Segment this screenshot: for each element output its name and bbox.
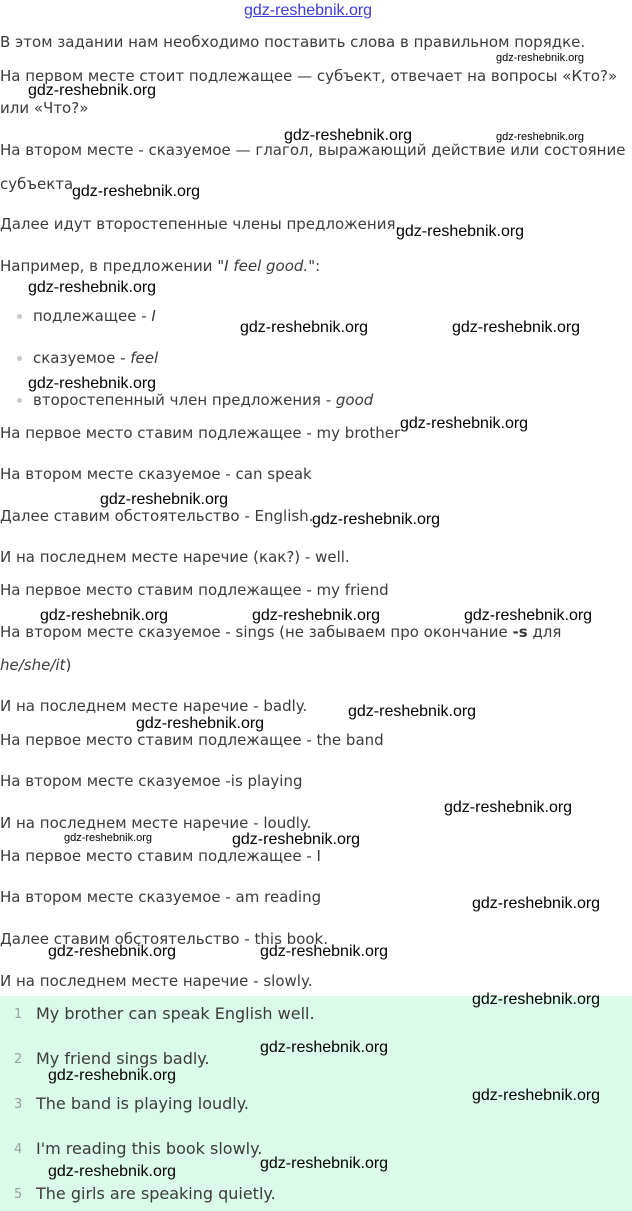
answer-sentence: I'm reading this book slowly. — [36, 1139, 263, 1158]
step-line: И на последнем месте наречие - slowly. — [0, 972, 313, 990]
watermark-text: gdz-reshebnik.org — [400, 415, 529, 432]
watermark-text: gdz-reshebnik.org — [464, 607, 593, 624]
bullet-item-predicate: сказуемое - feel — [33, 349, 159, 367]
step-line: На первое место ставим подлежащее - the band — [0, 731, 384, 749]
watermark-text: gdz-reshebnik.org — [240, 319, 369, 336]
watermark-text: gdz-reshebnik.org — [48, 1067, 177, 1084]
watermark-text: gdz-reshebnik.org — [48, 1163, 177, 1180]
answer-sentence: My friend sings badly. — [36, 1049, 210, 1068]
second-rule-line-1: На втором месте - сказуемое — глагол, выражающий действие или состояние — [0, 141, 626, 159]
answer-number: 4 — [14, 1142, 23, 1157]
watermark-text: gdz-reshebnik.org — [28, 279, 157, 296]
first-rule-line-1: На первом месте стоит подлежащее — субъект, отвечает на вопросы «Кто?» — [0, 67, 618, 85]
example-intro: Например, в предложении "I feel good.": — [0, 257, 321, 275]
site-header-link[interactable]: gdz-reshebnik.org — [244, 2, 373, 19]
watermark-text: gdz-reshebnik.org — [72, 183, 201, 200]
watermark-text: gdz-reshebnik.org — [472, 895, 601, 912]
answer-sentence: The band is playing loudly. — [36, 1094, 250, 1113]
bullet-dot — [17, 314, 22, 319]
step-line: На втором месте сказуемое -is playing — [0, 772, 303, 790]
answer-sentence: The girls are speaking quietly. — [36, 1184, 276, 1203]
watermark-text: gdz-reshebnik.org — [284, 127, 413, 144]
step-line: На втором месте сказуемое - am reading — [0, 888, 322, 906]
watermark-text: gdz-reshebnik.org — [312, 511, 441, 528]
answer-number: 2 — [14, 1052, 23, 1067]
watermark-text: gdz-reshebnik.org — [472, 991, 601, 1008]
step-line: Далее ставим обстоятельство - English. — [0, 507, 314, 525]
watermark-text: gdz-reshebnik.org — [252, 607, 381, 624]
watermark-text: gdz-reshebnik.org — [40, 607, 169, 624]
step-line: На первое место ставим подлежащее - I — [0, 847, 321, 865]
watermark-text: gdz-reshebnik.org — [396, 223, 525, 240]
step-line: На первое место ставим подлежащее - my friend — [0, 581, 389, 599]
watermark-text: gdz-reshebnik.org — [496, 52, 585, 64]
further-rule: Далее идут второстепенные члены предложения. — [0, 215, 401, 233]
bullet-item-subject: подлежащее - I — [33, 307, 156, 325]
watermark-text: gdz-reshebnik.org — [100, 491, 229, 508]
second-rule-line-2: субъекта — [0, 175, 74, 193]
bullet-dot — [17, 398, 22, 403]
step-line: И на последнем месте наречие - badly. — [0, 697, 308, 715]
answer-number: 5 — [14, 1187, 23, 1202]
step-line: На втором месте сказуемое - can speak — [0, 465, 312, 483]
watermark-text: gdz-reshebnik.org — [444, 799, 573, 816]
answer-sentence: My brother can speak English well. — [36, 1004, 315, 1023]
watermark-text: gdz-reshebnik.org — [260, 1155, 389, 1172]
watermark-text: gdz-reshebnik.org — [260, 943, 389, 960]
step-line: И на последнем месте наречие - loudly. — [0, 814, 312, 832]
watermark-text: gdz-reshebnik.org — [64, 832, 153, 844]
bullet-dot — [17, 356, 22, 361]
watermark-text: gdz-reshebnik.org — [136, 715, 265, 732]
answer-number: 3 — [14, 1097, 23, 1112]
step-line: На первое место ставим подлежащее - my brother — [0, 424, 401, 442]
bullet-item-secondary: второстепенный член предложения - good — [33, 391, 374, 409]
first-rule-line-2: или «Что?» — [0, 99, 89, 117]
watermark-text: gdz-reshebnik.org — [496, 131, 585, 143]
watermark-text: gdz-reshebnik.org — [28, 375, 157, 392]
watermark-text: gdz-reshebnik.org — [232, 831, 361, 848]
step-line: И на последнем месте наречие (как?) - well. — [0, 548, 350, 566]
watermark-text: gdz-reshebnik.org — [260, 1039, 389, 1056]
watermark-text: gdz-reshebnik.org — [472, 1087, 601, 1104]
watermark-text: gdz-reshebnik.org — [452, 319, 581, 336]
watermark-text: gdz-reshebnik.org — [48, 943, 177, 960]
step-line: Далее ставим обстоятельство - this book. — [0, 930, 329, 948]
answer-number: 1 — [14, 1007, 23, 1022]
step-line: На втором месте сказуемое - sings (не забываем про окончание -s для — [0, 623, 562, 641]
step-line: he/she/it) — [0, 656, 72, 674]
watermark-text: gdz-reshebnik.org — [348, 703, 477, 720]
watermark-text: gdz-reshebnik.org — [28, 82, 157, 99]
intro-text: В этом задании нам необходимо поставить слова в правильном порядке. — [0, 33, 586, 51]
